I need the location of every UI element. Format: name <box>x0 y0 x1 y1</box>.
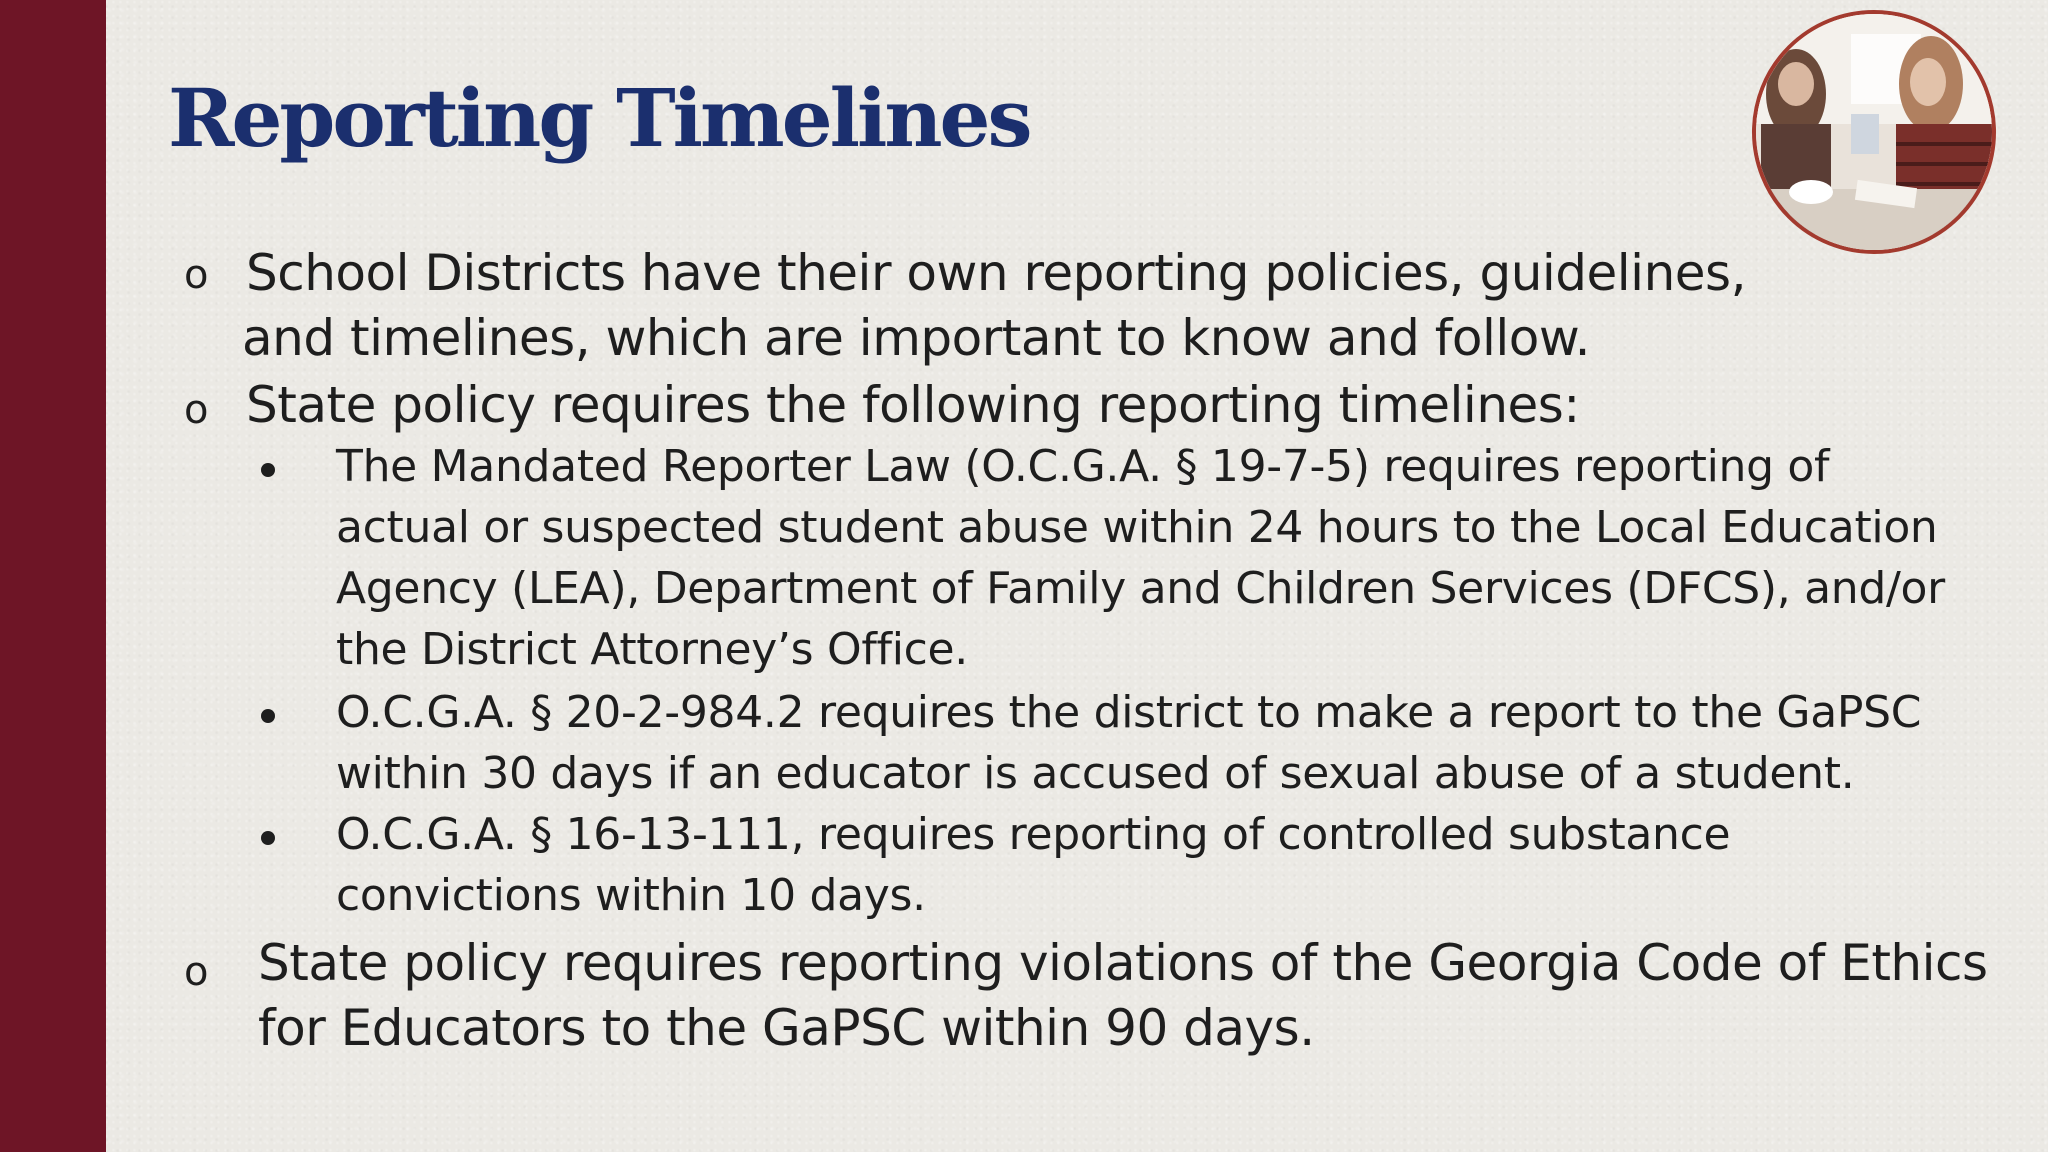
bullet-marker-o: o <box>184 252 209 298</box>
sub-bullet-dot <box>261 709 275 723</box>
bullet-marker-o: o <box>184 387 209 433</box>
bullet-text: and timelines, which are important to know and follow. <box>242 309 1591 367</box>
bullet-marker-o: o <box>184 949 209 995</box>
sub-bullet-dot <box>261 831 275 845</box>
sub-bullet-text: O.C.G.A. § 20-2-984.2 requires the district to make a report to the GaPSC <box>336 687 1922 738</box>
sub-bullet-text: the District Attorney’s Office. <box>336 624 968 675</box>
bullet-text: School Districts have their own reporting policies, guidelines, <box>246 244 1746 302</box>
sub-bullet-text: The Mandated Reporter Law (O.C.G.A. § 19-7-5) requires reporting of <box>336 441 1830 492</box>
sub-bullet-text: actual or suspected student abuse within 24 hours to the Local Education <box>336 502 1938 553</box>
sub-bullet-text: Agency (LEA), Department of Family and Children Services (DFCS), and/or <box>336 563 1945 614</box>
slide-title: Reporting Timelines <box>168 71 1030 165</box>
bullet-text: State policy requires reporting violations of the Georgia Code of Ethics <box>258 934 1988 992</box>
bullet-text: for Educators to the GaPSC within 90 days. <box>258 999 1315 1057</box>
sub-bullet-text: within 30 days if an educator is accused of sexual abuse of a student. <box>336 748 1855 799</box>
sub-bullet-text: convictions within 10 days. <box>336 870 926 921</box>
sub-bullet-text: O.C.G.A. § 16-13-111, requires reporting of controlled substance <box>336 809 1731 860</box>
sub-bullet-dot <box>261 463 275 477</box>
bullet-text: State policy requires the following reporting timelines: <box>246 376 1580 434</box>
